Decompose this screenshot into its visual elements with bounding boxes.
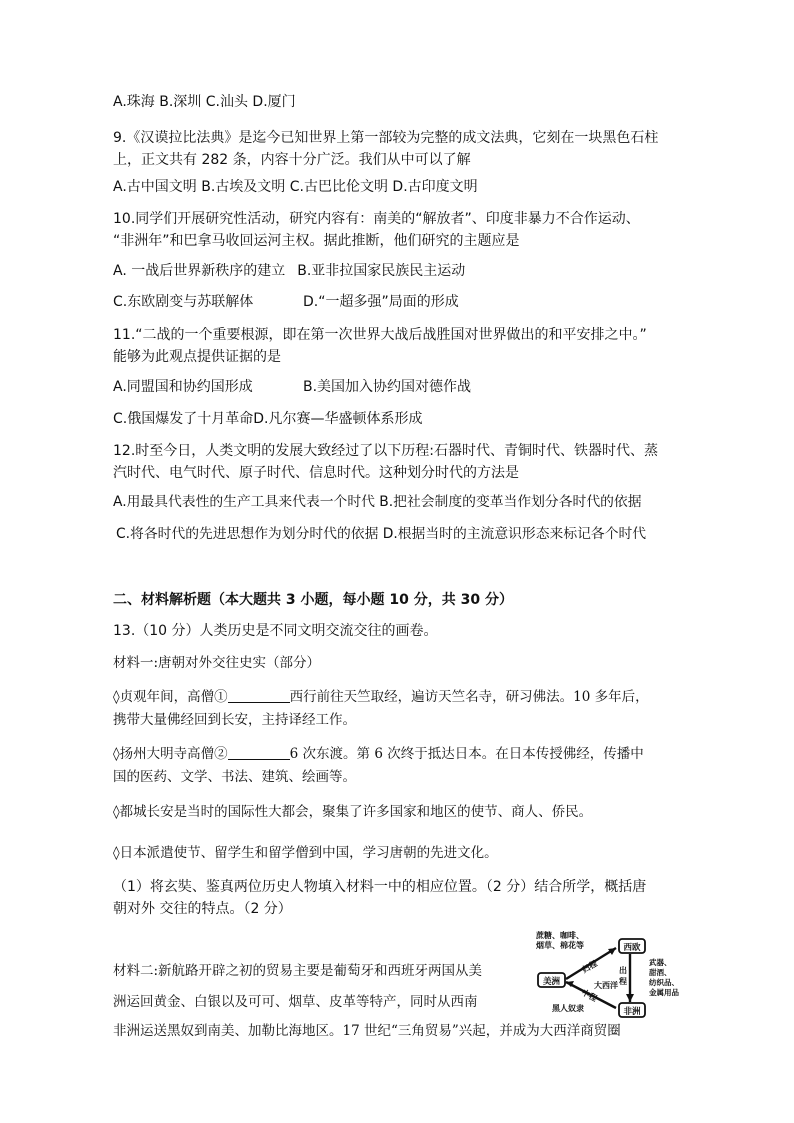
answer-blank-2[interactable]	[228, 745, 290, 760]
svg-text:非洲: 非洲	[623, 1007, 641, 1017]
label-atlantic: 大西洋	[594, 981, 618, 990]
material1-item3: ◊都城长安是当时的国际性大都会，聚集了许多国家和地区的使节、商人、侨民。	[113, 804, 593, 820]
label-middle-passage: 中程	[580, 987, 599, 1004]
q11-stem-line1: 11.“二战的一个重要根源，即在第一次世界大战后战胜国对世界做出的和平安排之中。”	[113, 327, 647, 343]
q10-stem-line1: 10.同学们开展研究性活动，研究内容有：南美的“解放者”、印度非暴力不合作运动、	[113, 211, 640, 227]
q11-options-ab	[113, 377, 471, 397]
goods-slaves: 黑人奴隶	[552, 1004, 584, 1013]
goods-to-africa-line4: 金属用品	[649, 988, 679, 997]
label-outbound-1: 出	[619, 966, 627, 975]
q10-option-b: B.亚非拉国家民族民主运动	[297, 263, 466, 279]
node-europe	[619, 939, 645, 953]
material1-item2: ◊扬州大明寺高僧② 6 次东渡。第 6 次终于抵达日本。在日本传授佛经，传播中	[113, 746, 644, 762]
material1-title: 材料一:唐朝对外交往史实（部分）	[113, 655, 321, 671]
q13-task-line2: 朝对外 交往的特点。（2 分）	[113, 901, 292, 917]
q9-stem-line1: 9.《汉谟拉比法典》是迄今已知世界上第一部较为完整的成文法典，它刻在一块黑色石柱	[113, 130, 659, 146]
material2-line2: 洲运回黄金、白银以及可可、烟草、皮革等特产，同时从西南	[113, 994, 478, 1010]
triangle-trade-diagram	[528, 930, 688, 1025]
label-return-leg: 归程	[580, 958, 599, 975]
node-america	[538, 973, 565, 987]
q12-stem-line2: 汽时代、电气时代、原子时代、信息时代。这种划分时代的方法是	[113, 465, 519, 481]
q12-options-cd: C.将各时代的先进思想作为划分时代的依据 D.根据当时的主流意识形态来标记各个时代	[116, 526, 647, 542]
q11-option-a: A.同盟国和协约国形成	[113, 379, 253, 395]
material1-item1: ◊贞观年间，高僧① 西行前往天竺取经，遍访天竺名寺，研习佛法。10 多年后，	[113, 689, 649, 705]
material1-item2-cont: 国的医药、文学、书法、建筑、绘画等。	[113, 769, 356, 785]
q10-options-ab	[113, 261, 465, 281]
svg-text:美洲: 美洲	[542, 977, 561, 987]
q11-stem-line2: 能够为此观点提供证据的是	[113, 349, 281, 365]
q10-options-cd	[113, 292, 459, 312]
q9-stem-line2: 上，正文共有 282 条，内容十分广泛。我们从中可以了解	[113, 152, 471, 168]
goods-to-africa-line3: 纺织品、	[649, 978, 679, 987]
q11-options-cd: C.俄国爆发了十月革命D.凡尔赛—华盛顿体系形成	[113, 411, 423, 427]
q9-options: A.古中国文明 B.古埃及文明 C.古巴比伦文明 D.古印度文明	[113, 179, 478, 195]
q10-option-c: C.东欧剧变与苏联解体	[113, 294, 254, 310]
q13-intro: 13.（10 分）人类历史是不同文明交流交往的画卷。	[113, 623, 438, 639]
section2-heading: 二、材料解析题（本大题共 3 小题，每小题 10 分，共 30 分）	[113, 592, 513, 608]
goods-to-europe-line2: 烟草、棉花等	[536, 941, 584, 950]
answer-blank-1[interactable]	[228, 688, 290, 703]
q11-option-b: B.美国加入协约国对德作战	[303, 379, 472, 395]
goods-to-africa-line2: 甜酒、	[649, 968, 672, 977]
q12-options-ab: A.用最具代表性的生产工具来代表一个时代 B.把社会制度的变革当作划分各时代的依据	[113, 494, 642, 510]
material2-line3: 非洲运送黑奴到南美、加勒比海地区。17 世纪“三角贸易”兴起，并成为大西洋商贸圈	[113, 1023, 621, 1039]
arrowhead-africa	[626, 994, 634, 1002]
q12-stem-line1: 12.时至今日，人类文明的发展大致经过了以下历程:石器时代、青铜时代、铁器时代、蒸	[113, 443, 658, 459]
q10-option-a: A. 一战后世界新秩序的建立	[113, 263, 286, 279]
svg-text:西欧: 西欧	[623, 943, 641, 953]
material2-line1: 材料二:新航路开辟之初的贸易主要是葡萄牙和西班牙两国从美	[113, 963, 483, 979]
goods-to-europe-line1: 蔗糖、咖啡、	[536, 931, 584, 940]
q8-options: A.珠海 B.深圳 C.汕头 D.厦门	[113, 94, 296, 110]
label-outbound-2: 程	[619, 977, 627, 986]
q10-option-d: D.“一超多强”局面的形成	[303, 294, 459, 310]
material1-item1-cont: 携带大量佛经回到长安，主持译经工作。	[113, 712, 356, 728]
q10-stem-line2: “非洲年”和巴拿马收回运河主权。据此推断，他们研究的主题应是	[113, 233, 520, 249]
q13-task-line1: （1）将玄奘、鉴真两位历史人物填入材料一中的相应位置。（2 分）结合所学，概括唐	[113, 879, 647, 895]
material1-item4: ◊日本派遣使节、留学生和留学僧到中国，学习唐朝的先进文化。	[113, 845, 498, 861]
goods-to-africa-line1: 武器、	[649, 958, 672, 967]
node-africa	[619, 1003, 645, 1017]
